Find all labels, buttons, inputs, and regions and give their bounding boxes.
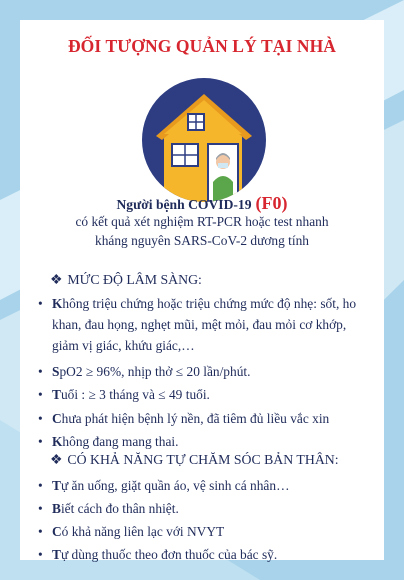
list-item: • Chưa phát hiện bệnh lý nền, đã tiêm đủ liều vắc xin: [52, 408, 374, 429]
bullet-icon: •: [38, 364, 43, 379]
diamond-bullet-icon: ❖: [50, 452, 63, 467]
bullet-icon: •: [38, 524, 43, 539]
bullet-icon: •: [38, 296, 43, 311]
list-item: • SpO2 ≥ 96%, nhịp thở ≤ 20 lần/phút.: [52, 361, 374, 382]
bullet-icon: •: [38, 387, 43, 402]
list-item: • Tuổi : ≥ 3 tháng và ≤ 49 tuổi.: [52, 384, 374, 405]
list-item: • Có khả năng liên lạc với NVYT: [52, 521, 374, 542]
bullet-icon: •: [38, 411, 43, 426]
list-item: • Tự ăn uống, giặt quần áo, vệ sinh cá nhân…: [52, 475, 374, 496]
diamond-bullet-icon: ❖: [50, 272, 63, 287]
bullet-icon: •: [38, 434, 43, 449]
bullet-icon: •: [38, 501, 43, 516]
patient-condition-line: kháng nguyên SARS-CoV-2 dương tính: [95, 233, 309, 248]
section-heading-clinical: ❖ MỨC ĐỘ LÂM SÀNG:: [50, 272, 202, 287]
patient-label-line: [20, 193, 384, 214]
patient-condition-line: có kết quả xét nghiệm RT-PCR hoặc test nhanh: [75, 214, 329, 229]
poster-title: ĐỐI TƯỢNG QUẢN LÝ TẠI NHÀ: [67, 36, 337, 56]
f0-tag: (F0): [255, 193, 288, 213]
bullet-icon: •: [38, 478, 43, 493]
list-item: • Không đang mang thai.: [52, 431, 374, 452]
list-item: • Không triệu chứng hoặc triệu chứng mức độ nhẹ: sốt, ho khan, đau họng, nghẹt mũi, mệt mỏi, đau mỏi cơ khớp, giảm vị giác, khứu giác,…: [52, 293, 374, 356]
house-with-person-icon: [142, 78, 266, 202]
patient-label: Người bệnh COVID-19: [116, 197, 252, 212]
list-item: • Biết cách đo thân nhiệt.: [52, 498, 374, 519]
section-heading-self-care: ❖ CÓ KHẢ NĂNG TỰ CHĂM SÓC BẢN THÂN:: [50, 452, 339, 467]
bullet-icon: •: [38, 547, 43, 562]
list-item: • Tự dùng thuốc theo đơn thuốc của bác sỹ.: [52, 544, 374, 565]
